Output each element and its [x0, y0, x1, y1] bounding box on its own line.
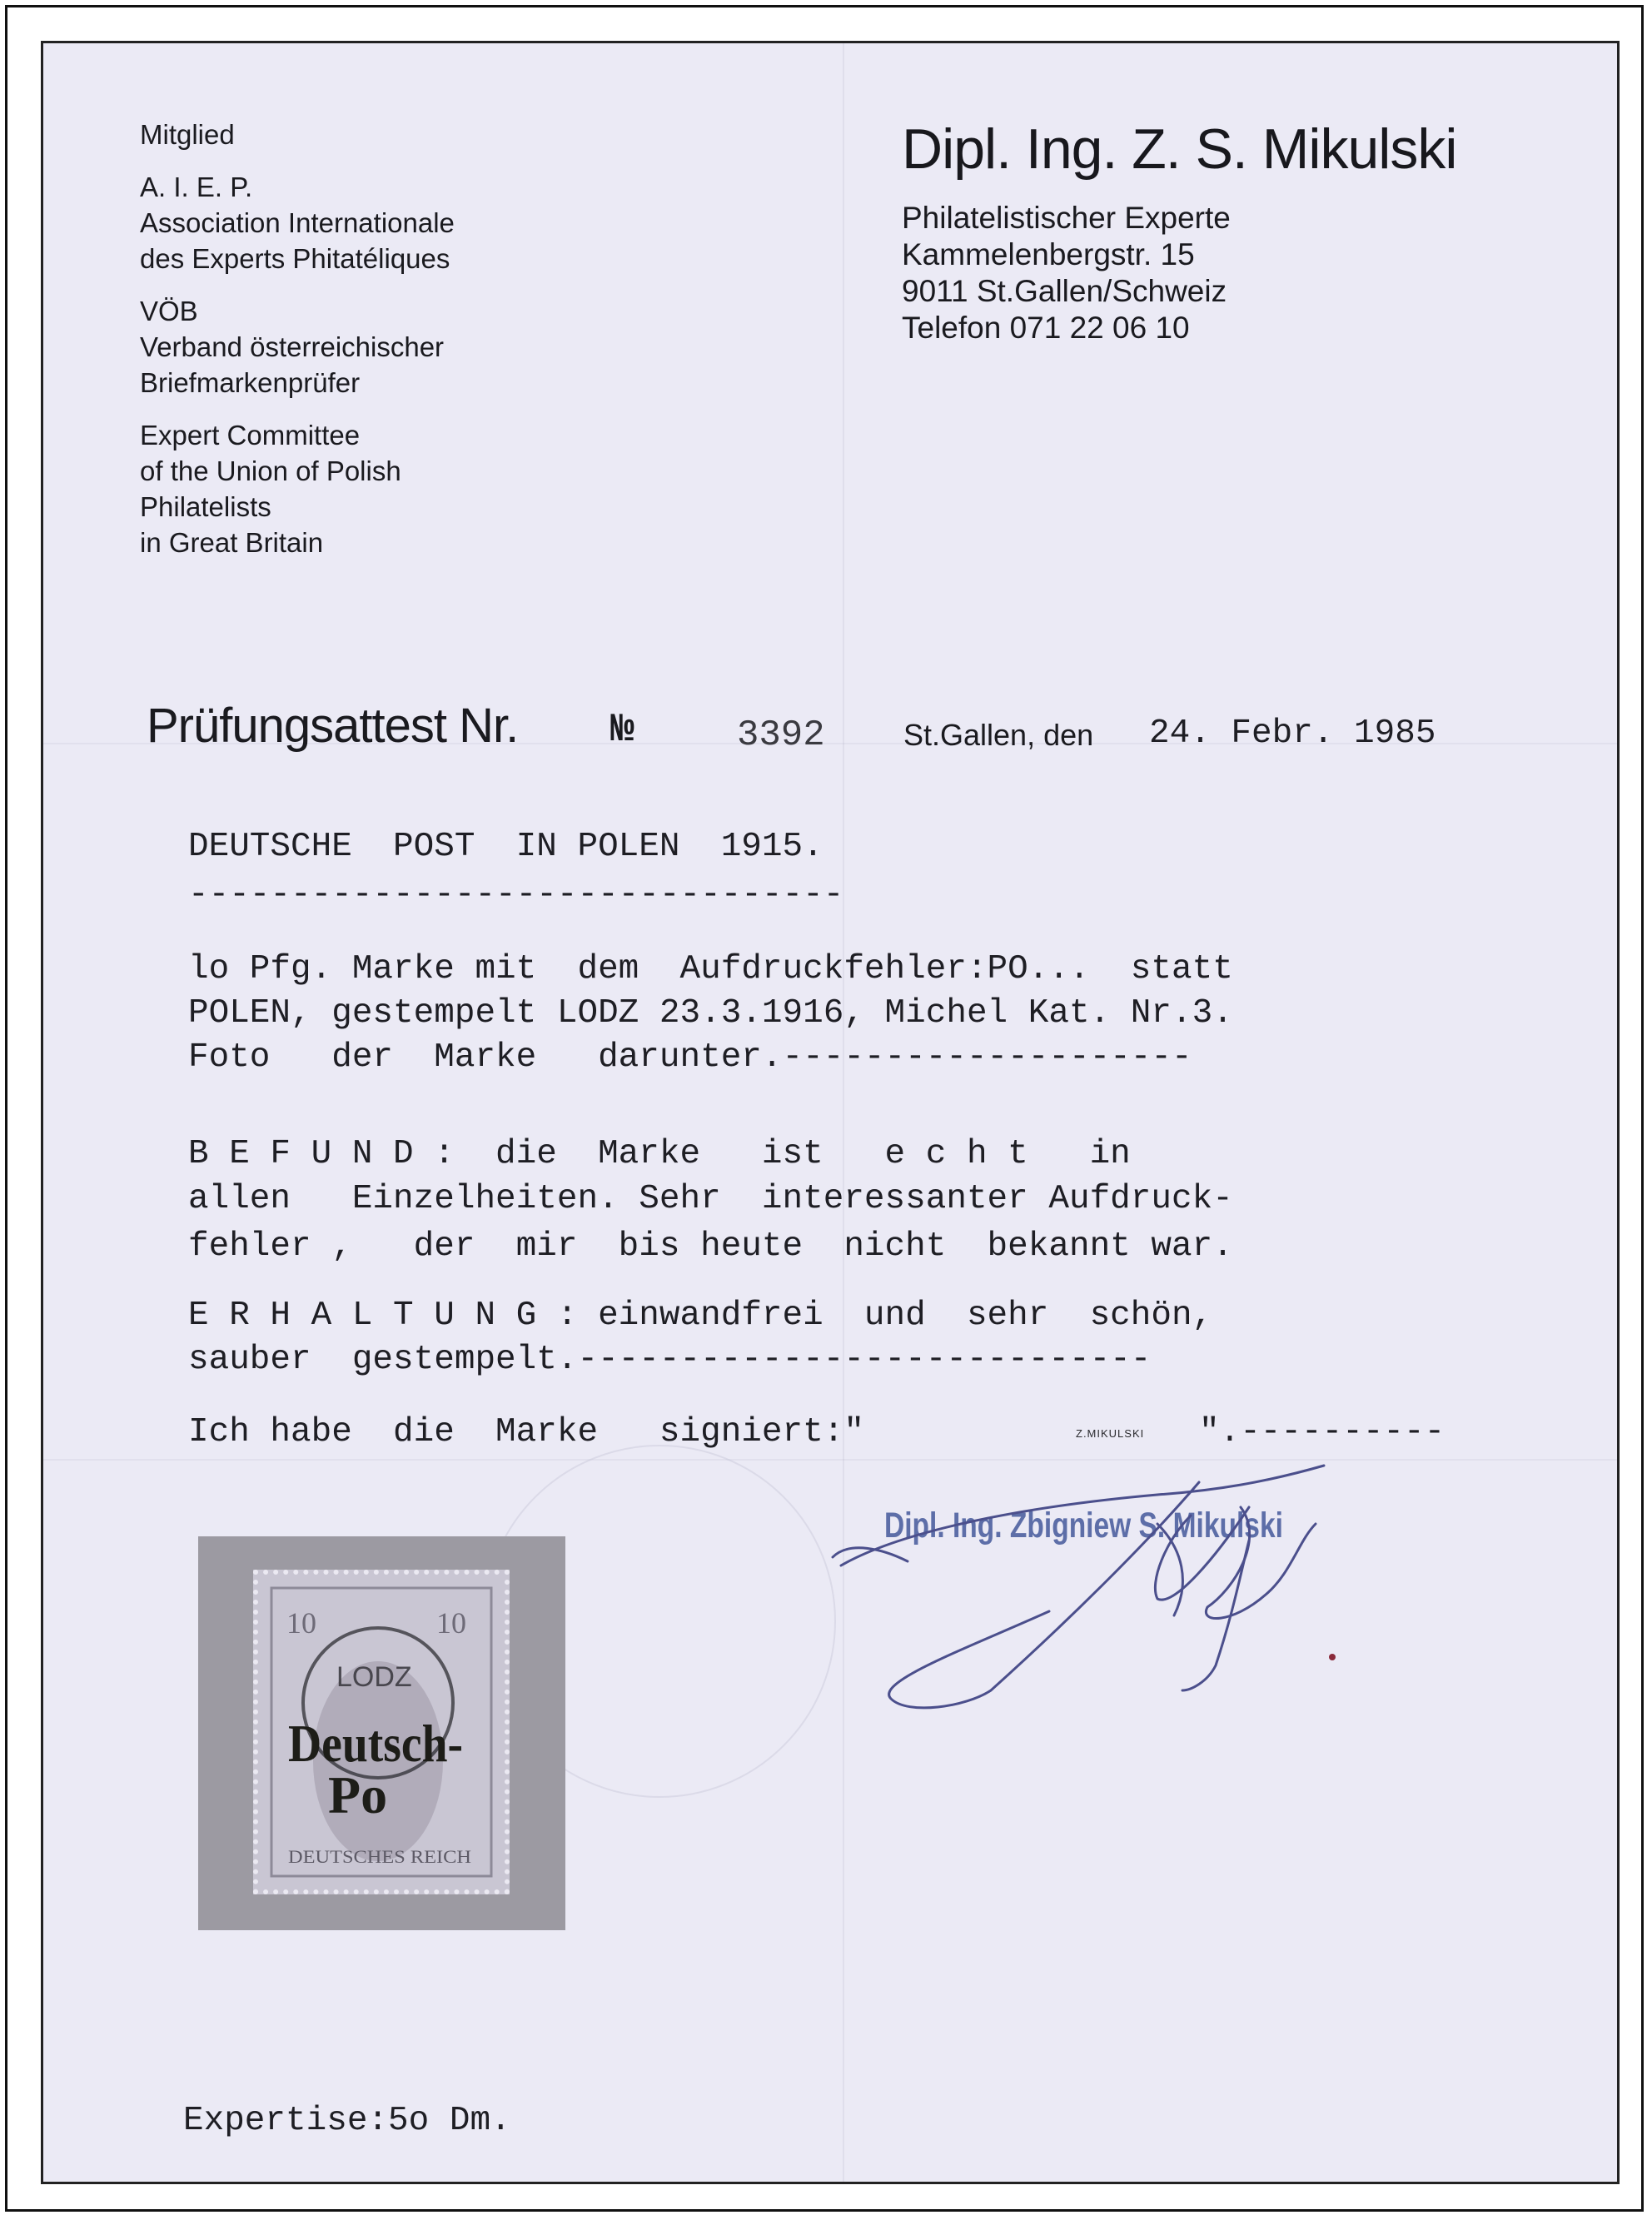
voeb-line: VÖB	[140, 296, 198, 326]
aiep-line: des Experts Phitatéliques	[140, 243, 450, 274]
stamp-issue-heading: DEUTSCHE POST IN POLEN 1915.	[188, 828, 824, 866]
expert-street: Kammelenbergstr. 15	[902, 237, 1195, 271]
voeb-line: Verband österreichischer	[140, 331, 445, 362]
expert-phone: Telefon 071 22 06 10	[902, 311, 1190, 345]
signed-line-suffix: ".----------	[1199, 1413, 1446, 1451]
expertise-fee: Expertise:5o Dm.	[183, 2102, 511, 2140]
erhaltung-line: E R H A L T U N G : einwandfrei und sehr schön,	[188, 1297, 1213, 1335]
overprint-line-2: Po	[328, 1765, 388, 1824]
description-line: lo Pfg. Marke mit dem Aufdruckfehler:PO... statt	[188, 950, 1233, 988]
description-line: POLEN, gestempelt LODZ 23.3.1916, Michel Kat. Nr.3.	[188, 994, 1233, 1033]
expert-name: Dipl. Ing. Z. S. Mikulski	[902, 117, 1457, 181]
aiep-line: Association Internationale	[140, 207, 455, 238]
small-signature-mark: Z.MIKULSKI	[1076, 1427, 1145, 1440]
stamp-value-left: 10	[286, 1606, 316, 1640]
erhaltung-line: sauber gestempelt.----------------------------	[188, 1341, 1152, 1379]
committee-line: of the Union of Polish	[140, 455, 401, 486]
befund-line: allen Einzelheiten. Sehr interessanter Aufdruck-	[188, 1180, 1233, 1218]
committee-line: Expert Committee	[140, 420, 361, 450]
overprint-line-1: Deutsch-	[288, 1714, 463, 1773]
committee-line: in Great Britain	[140, 527, 324, 558]
befund-line: fehler , der mir bis heute nicht bekannt war.	[188, 1227, 1233, 1266]
stamp-value-right: 10	[436, 1606, 466, 1640]
polish-committee-group	[140, 417, 455, 560]
voeb-group	[140, 293, 455, 401]
voeb-line: Briefmarkenprüfer	[140, 367, 361, 398]
committee-line: Philatelists	[140, 491, 271, 522]
stamp-illustration	[253, 1570, 520, 1903]
expert-title: Philatelistischer Experte	[902, 201, 1231, 235]
membership-block	[140, 117, 455, 577]
expert-handstamp: Dipl. Ing. Zbigniew S. Mikulski	[884, 1506, 1283, 1546]
heading-rule: --------------------------------	[188, 876, 844, 914]
certificate-number: 3392	[737, 714, 825, 756]
postmark-text: LODZ	[336, 1661, 412, 1693]
expert-letterhead	[902, 117, 1457, 346]
signed-line-prefix: Ich habe die Marke signiert:"	[188, 1413, 864, 1451]
handwritten-signature	[799, 1416, 1382, 1715]
fold-line-vertical	[843, 43, 844, 2182]
aiep-line: A. I. E. P.	[140, 172, 253, 202]
stamp-bottom-text: DEUTSCHES REICH	[288, 1846, 472, 1867]
description-line: Foto der Marke darunter.--------------------	[188, 1038, 1192, 1077]
member-label: Mitglied	[140, 119, 235, 150]
expert-city: 9011 St.Gallen/Schweiz	[902, 274, 1227, 308]
aiep-group	[140, 169, 455, 276]
befund-line: B E F U N D : die Marke ist e c h t in	[188, 1135, 1131, 1173]
certificate-place: St.Gallen, den	[903, 718, 1094, 752]
certificate-date: 24. Febr. 1985	[1149, 714, 1436, 753]
certificate-title: Prüfungsattest Nr.	[147, 699, 519, 753]
number-sign: №	[610, 708, 634, 753]
